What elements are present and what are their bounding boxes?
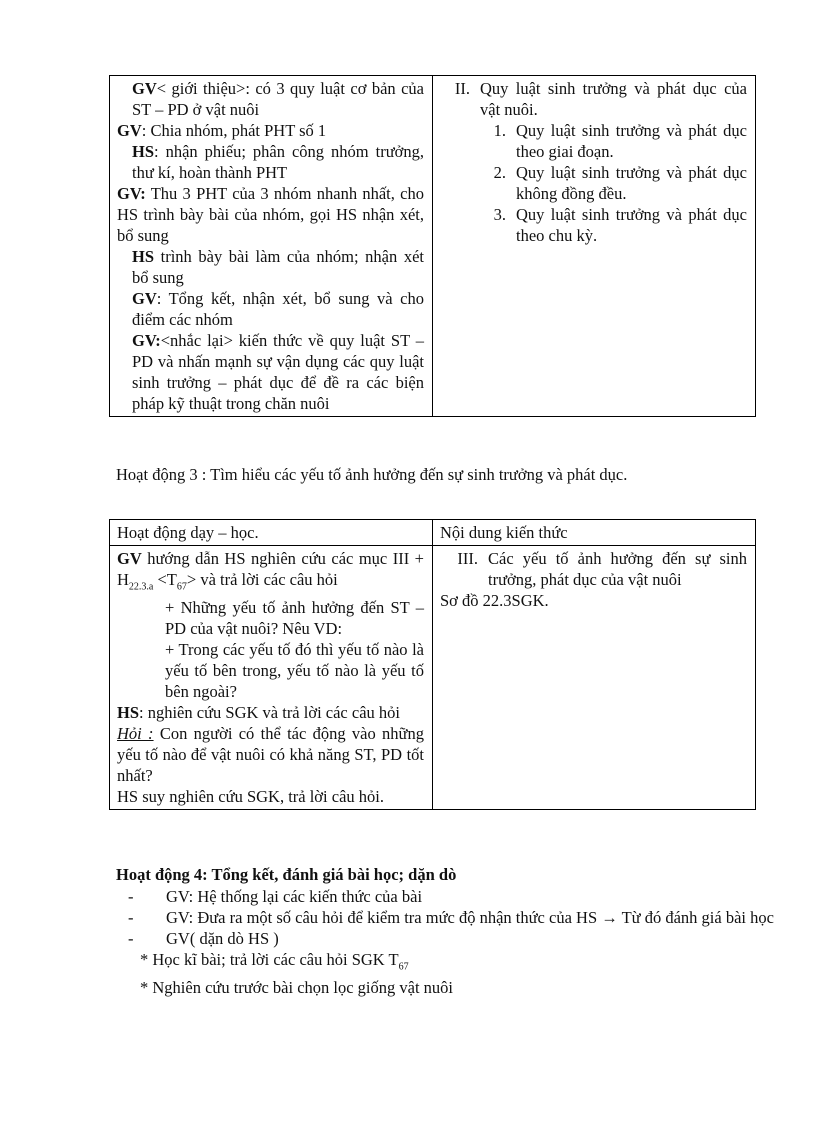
law-item-2: 2. Quy luật sinh trưởng và phát dục không đồng đều. [493, 163, 747, 203]
question-1: + Những yếu tố ảnh hưởng đến ST – PD của vật nuôi? Nêu VD: [165, 598, 424, 639]
teaching-activity-cell-2 [110, 546, 433, 810]
knowledge-content-cell [433, 76, 756, 417]
law-item-1: 1. Quy luật sinh trưởng và phát dục theo giai đoạn. [493, 121, 747, 161]
header-teaching-activity: Hoạt động dạy – học. [110, 520, 433, 546]
law-item-3: 3. Quy luật sinh trưởng và phát dục theo chu kỳ. [493, 205, 747, 245]
hs-research: HS: nghiên cứu SGK và trả lời các câu hỏi [117, 703, 400, 723]
ask-question: Hỏi : Con người có thể tác động vào những yếu tố nào để vật nuôi có khả năng ST, PD tốt nhất? [117, 724, 424, 786]
knowledge-content-cell-2 [433, 546, 756, 810]
header-knowledge-content: Nội dung kiến thức [433, 520, 756, 546]
diagram-reference: Sơ đồ 22.3SGK. [440, 591, 549, 610]
gv-guide: GV hướng dẫn HS nghiên cứu các mục III + $H_{22.3.a} <T_{67}>$ và trả lời các câu hỏi [117, 549, 424, 593]
list-item: - GV: Hệ thống lại các kiến thức của bài [128, 887, 423, 906]
step-gv-collect: GV: Thu 3 PHT của 3 nhóm nhanh nhất, cho HS trình bày bài của nhóm, gọi HS nhận xét, bổ sung [117, 184, 424, 245]
activity-table-1 [109, 75, 756, 417]
list-item: - GV: Đưa ra một số câu hỏi để kiểm tra mức độ nhận thức của HS → Từ đó đánh giá bài học [128, 908, 774, 927]
step-gv-group: GV: Chia nhóm, phát PHT số 1 [117, 121, 327, 140]
section-iii: III. Các yếu tố ảnh hưởng đến sự sinh trưởng, phát dục của vật nuôi [457, 549, 747, 589]
step-gv-intro: GV< giới thiệu>: có 3 quy luật cơ bản của ST – PD ở vật nuôi [132, 79, 424, 119]
homework-item-1: * Học kĩ bài; trả lời các câu hỏi SGK $T_{67}$ [140, 950, 409, 973]
step-hs-present: HS trình bày bài làm của nhóm; nhận xét bổ sung [132, 247, 424, 287]
homework-item-2: * Nghiên cứu trước bài chọn lọc giống vật nuôi [140, 978, 454, 998]
step-hs-receive: HS: nhận phiếu; phân công nhóm trưởng, thư kí, hoàn thành PHT [132, 142, 424, 182]
list-item: - GV( dặn dò HS ) [128, 929, 279, 948]
hs-answer: HS suy nghiên cứu SGK, trả lời câu hỏi. [117, 787, 384, 807]
activity-3-heading: Hoạt động 3 : Tìm hiểu các yếu tố ảnh hưởng đến sự sinh trưởng và phát dục. [116, 465, 628, 484]
activity-4-list [116, 886, 776, 998]
activity-4-heading: Hoạt động 4: Tổng kết, đánh giá bài học; dặn dò [116, 865, 457, 884]
step-gv-summary: GV: Tổng kết, nhận xét, bổ sung và cho điểm các nhóm [132, 289, 424, 329]
section-ii: II. Quy luật sinh trưởng và phát dục của vật nuôi. [454, 79, 747, 119]
question-2: + Trong các yếu tố đó thì yếu tố nào là yếu tố bên trong, yếu tố nào là yếu tố bên ngoài? [165, 640, 424, 702]
teaching-activity-cell [110, 76, 433, 417]
step-gv-recap: GV:<nhắc lại> kiến thức về quy luật ST – PD và nhấn mạnh sự vận dụng các quy luật sinh trưởng – phát dục để đề ra các biện pháp kỹ thuật trong chăn nuôi [132, 331, 424, 413]
activity-table-2 [109, 519, 756, 810]
